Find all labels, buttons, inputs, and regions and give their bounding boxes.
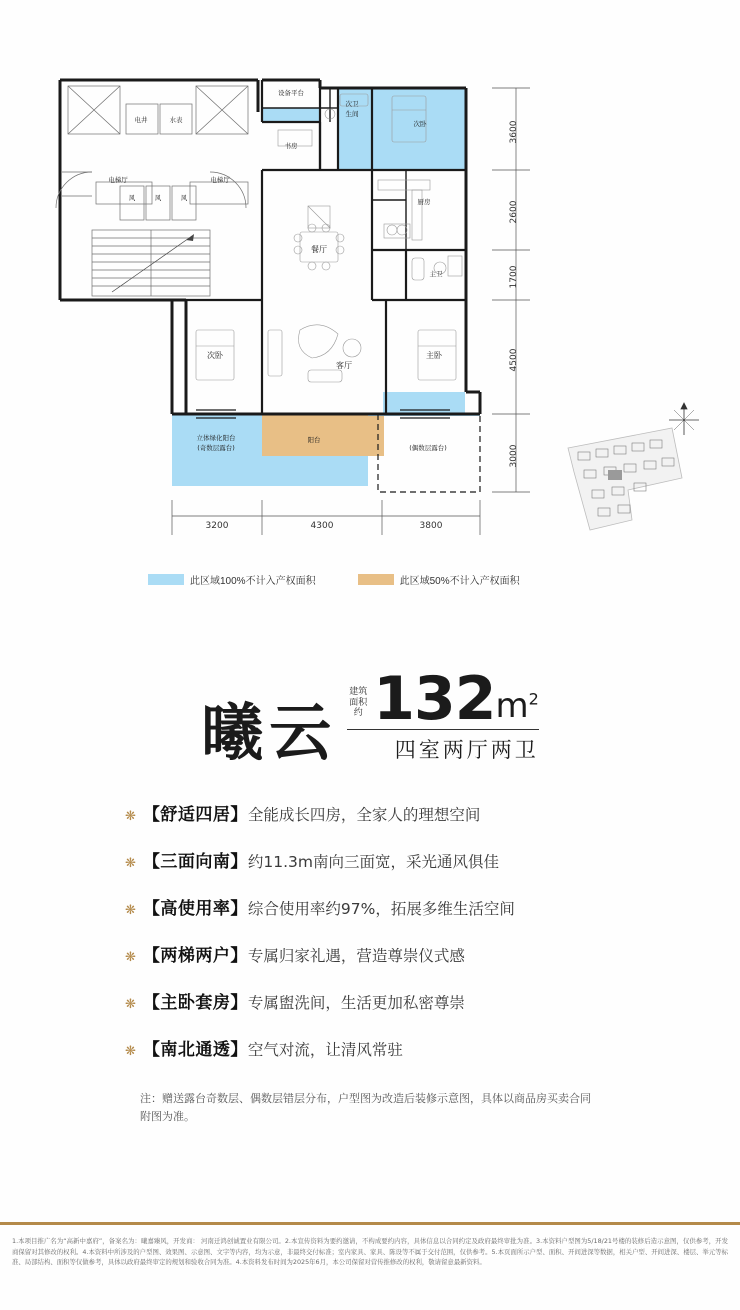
room-label: (偶数层露台)	[409, 444, 447, 452]
flower-icon: ❋	[125, 808, 136, 823]
feature-item	[125, 988, 615, 1013]
legend	[148, 572, 520, 587]
feature-item	[125, 894, 615, 919]
feature-text: 综合使用率约97%，拓展多维生活空间	[247, 900, 515, 918]
dim-bottom: 3800	[419, 521, 443, 531]
area-number: 132	[373, 664, 496, 734]
room-label: 立体绿化阳台	[196, 434, 236, 442]
unit-name: 曦云	[201, 696, 338, 770]
room-count: 四室两厅两卫	[347, 729, 539, 764]
dim-right: 2600	[509, 200, 519, 224]
feature-item	[125, 941, 615, 966]
flower-icon: ❋	[125, 855, 136, 870]
legend-swatch-tan	[358, 574, 394, 585]
flower-icon: ❋	[125, 902, 136, 917]
room-label: 阳台	[307, 436, 321, 444]
flower-icon: ❋	[125, 949, 136, 964]
feature-text: 全能成长四房，全家人的理想空间	[247, 806, 481, 824]
room-label: 风	[128, 194, 136, 202]
site-key-map	[568, 403, 699, 530]
room-label: 风	[180, 194, 188, 202]
room-label: 风	[154, 194, 162, 202]
flower-icon: ❋	[125, 1043, 136, 1058]
feature-title: 【高使用率】	[142, 899, 248, 919]
feature-text: 专属归家礼遇，营造尊崇仪式感	[247, 947, 465, 965]
room-label: 电梯厅	[108, 176, 128, 184]
footer-divider	[0, 1222, 740, 1225]
feature-text: 空气对流，让清风常驻	[247, 1041, 403, 1059]
feature-title: 【舒适四居】	[142, 805, 248, 825]
legend-label-tan: 此区域50%不计入产权面积	[399, 576, 520, 587]
feature-item	[125, 800, 615, 825]
feature-item	[125, 1035, 615, 1060]
floor-plan	[0, 0, 740, 620]
dim-right: 4500	[509, 348, 519, 372]
flower-icon: ❋	[125, 996, 136, 1011]
room-label: 次卧	[207, 351, 223, 360]
room-label: 客厅	[336, 361, 352, 370]
room-label: 书房	[284, 142, 298, 150]
room-label: 生间	[345, 110, 359, 118]
dim-bottom: 3200	[205, 521, 229, 531]
room-label: (奇数层露台)	[197, 444, 235, 452]
feature-title: 【两梯两户】	[142, 946, 248, 966]
legend-item-blue	[148, 572, 316, 587]
feature-text: 约11.3m南向三面宽，采光通风俱佳	[247, 853, 500, 871]
area-unit: $m^2$	[495, 686, 539, 727]
plan-note: 注：赠送露台奇数层、偶数层错层分布，户型图为改造后装修示意图，具体以商品房买卖合同附图为准。	[140, 1092, 591, 1123]
dim-right: 3000	[509, 444, 519, 468]
room-label: 水表	[169, 116, 183, 124]
room-label: 主卫	[429, 270, 443, 278]
feature-item	[125, 847, 615, 872]
legal-disclaimer: 1.本项目推广名为“高新中嘉府”，备案名为：曦嘉臻风，开发商： 河南迁鸿创诚置业有限公司。2.本宣传资料为要约邀请，不构成要约内容，具体信息以合同约定及政府最终审批为准。3.本资料户型图为5/18/21号楼的装修后造示意图，仅供参考，开发商保留对其修改的权利。4.本资料中所涉及的户型图、效果图、示意图、文字等内容，均为示意，非最终交付标准；室内家具、家具、陈设等不属于交付范围，仅供参考。5.本页面所示户型、面积、开间进深等数据，相关户型、开间进深、楼层、举元等标准、局部结构、面积等仅做参考，具体以政府最终审定的规划和验收合同为准。4.本资料发布时间为2025年6月，本公司保留对营传推修改的权利，敬请留意最新资料。	[12, 1237, 728, 1267]
area-caption: 建筑 面积约	[349, 686, 368, 717]
room-label: 厨房	[417, 198, 431, 206]
feature-title: 【主卧套房】	[142, 993, 248, 1013]
dim-right: 1700	[509, 265, 519, 289]
legend-label-blue: 此区域100%不计入产权面积	[190, 576, 316, 587]
title-block	[0, 664, 740, 770]
feature-list	[0, 800, 740, 1082]
feature-title: 【南北通透】	[142, 1040, 248, 1060]
legend-swatch-blue	[148, 574, 184, 585]
dim-right: 3600	[509, 120, 519, 144]
room-label: 餐厅	[311, 245, 327, 254]
dim-bottom: 4300	[310, 521, 334, 531]
room-label: 次卫	[345, 100, 359, 108]
legend-item-tan	[358, 572, 520, 587]
feature-text: 专属盥洗间，生活更加私密尊崇	[247, 994, 465, 1012]
room-label: 电梯厅	[210, 176, 230, 184]
room-label: 电井	[134, 116, 148, 124]
room-label: 设备平台	[278, 89, 304, 97]
room-label: 次卧	[413, 120, 427, 128]
feature-title: 【三面向南】	[142, 852, 248, 872]
room-label: 主卧	[426, 351, 442, 360]
